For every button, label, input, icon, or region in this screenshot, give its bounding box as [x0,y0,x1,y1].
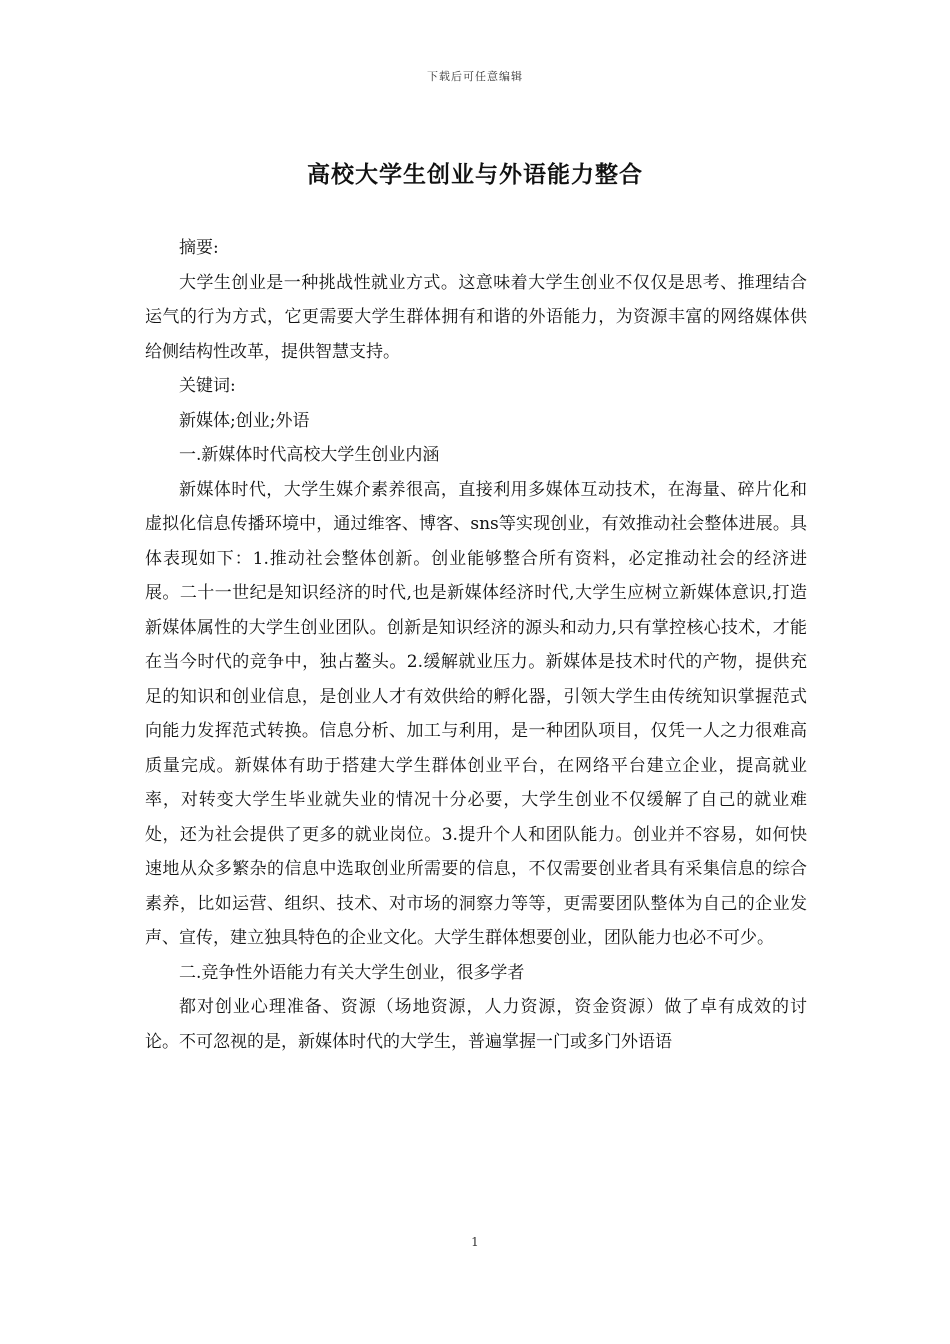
keywords-label: 关键词: [179,376,236,396]
body-paragraph: 都对创业心理准备、资源（场地资源，人力资源，资金资源）做了卓有成效的讨论。不可忽视的是，新媒体时代的大学生，普遍掌握一门或多门外语语 [145,997,807,1052]
abstract-label: 摘要: [179,238,219,258]
page-number: 1 [471,1235,479,1249]
abstract-paragraph: 大学生创业是一种挑战性就业方式。这意味着大学生创业不仅仅是思考、推理结合运气的行为方式，它更需要大学生群体拥有和谐的外语能力，为资源丰富的网络媒体供给侧结构性改革，提供智慧支持。 [145,272,807,362]
keywords-paragraph: 新媒体;创业;外语 [179,410,310,431]
page-header: 下载后可任意编辑 [427,70,523,83]
document-title: 高校大学生创业与外语能力整合 [307,161,643,188]
section-heading-2: 二.竞争性外语能力有关大学生创业，很多学者 [179,962,525,983]
document-body [145,231,807,1059]
body-paragraph: 新媒体时代，大学生媒介素养很高，直接利用多媒体互动技术，在海量、碎片化和虚拟化信息传播环境中，通过维客、博客、sns等实现创业，有效推动社会整体进展。具体表现如下：1.推动社会整体创新。创业能够整合所有资料，必定推动社会的经济进展。二十一世纪是知识经济的时代,也是新媒体经济时代,大学生应树立新媒体意识,打造新媒体属性的大学生创业团队。创新是知识经济的源头和动力,只有掌控核心技术，才能在当今时代的竞争中，独占鳌头。2.缓解就业压力。新媒体是技术时代的产物，提供充足的知识和创业信息，是创业人才有效供给的孵化器，引领大学生由传统知识掌握范式向能力发挥范式转换。信息分析、加工与利用，是一种团队项目，仅凭一人之力很难高质量完成。新媒体有助于搭建大学生群体创业平台，在网络平台建立企业，提高就业率，对转变大学生毕业就失业的情况十分必要，大学生创业不仅缓解了自己的就业难处，还为社会提供了更多的就业岗位。3.提升个人和团队能力。创业并不容易，如何快速地从众多繁杂的信息中选取创业所需要的信息，不仅需要创业者具有采集信息的综合素养，比如运营、组织、技术、对市场的洞察力等等，更需要团队整体为自己的企业发声、宣传，建立独具特色的企业文化。大学生群体想要创业，团队能力也必不可少。 [145,479,807,948]
section-heading-1: 一.新媒体时代高校大学生创业内涵 [179,445,440,465]
